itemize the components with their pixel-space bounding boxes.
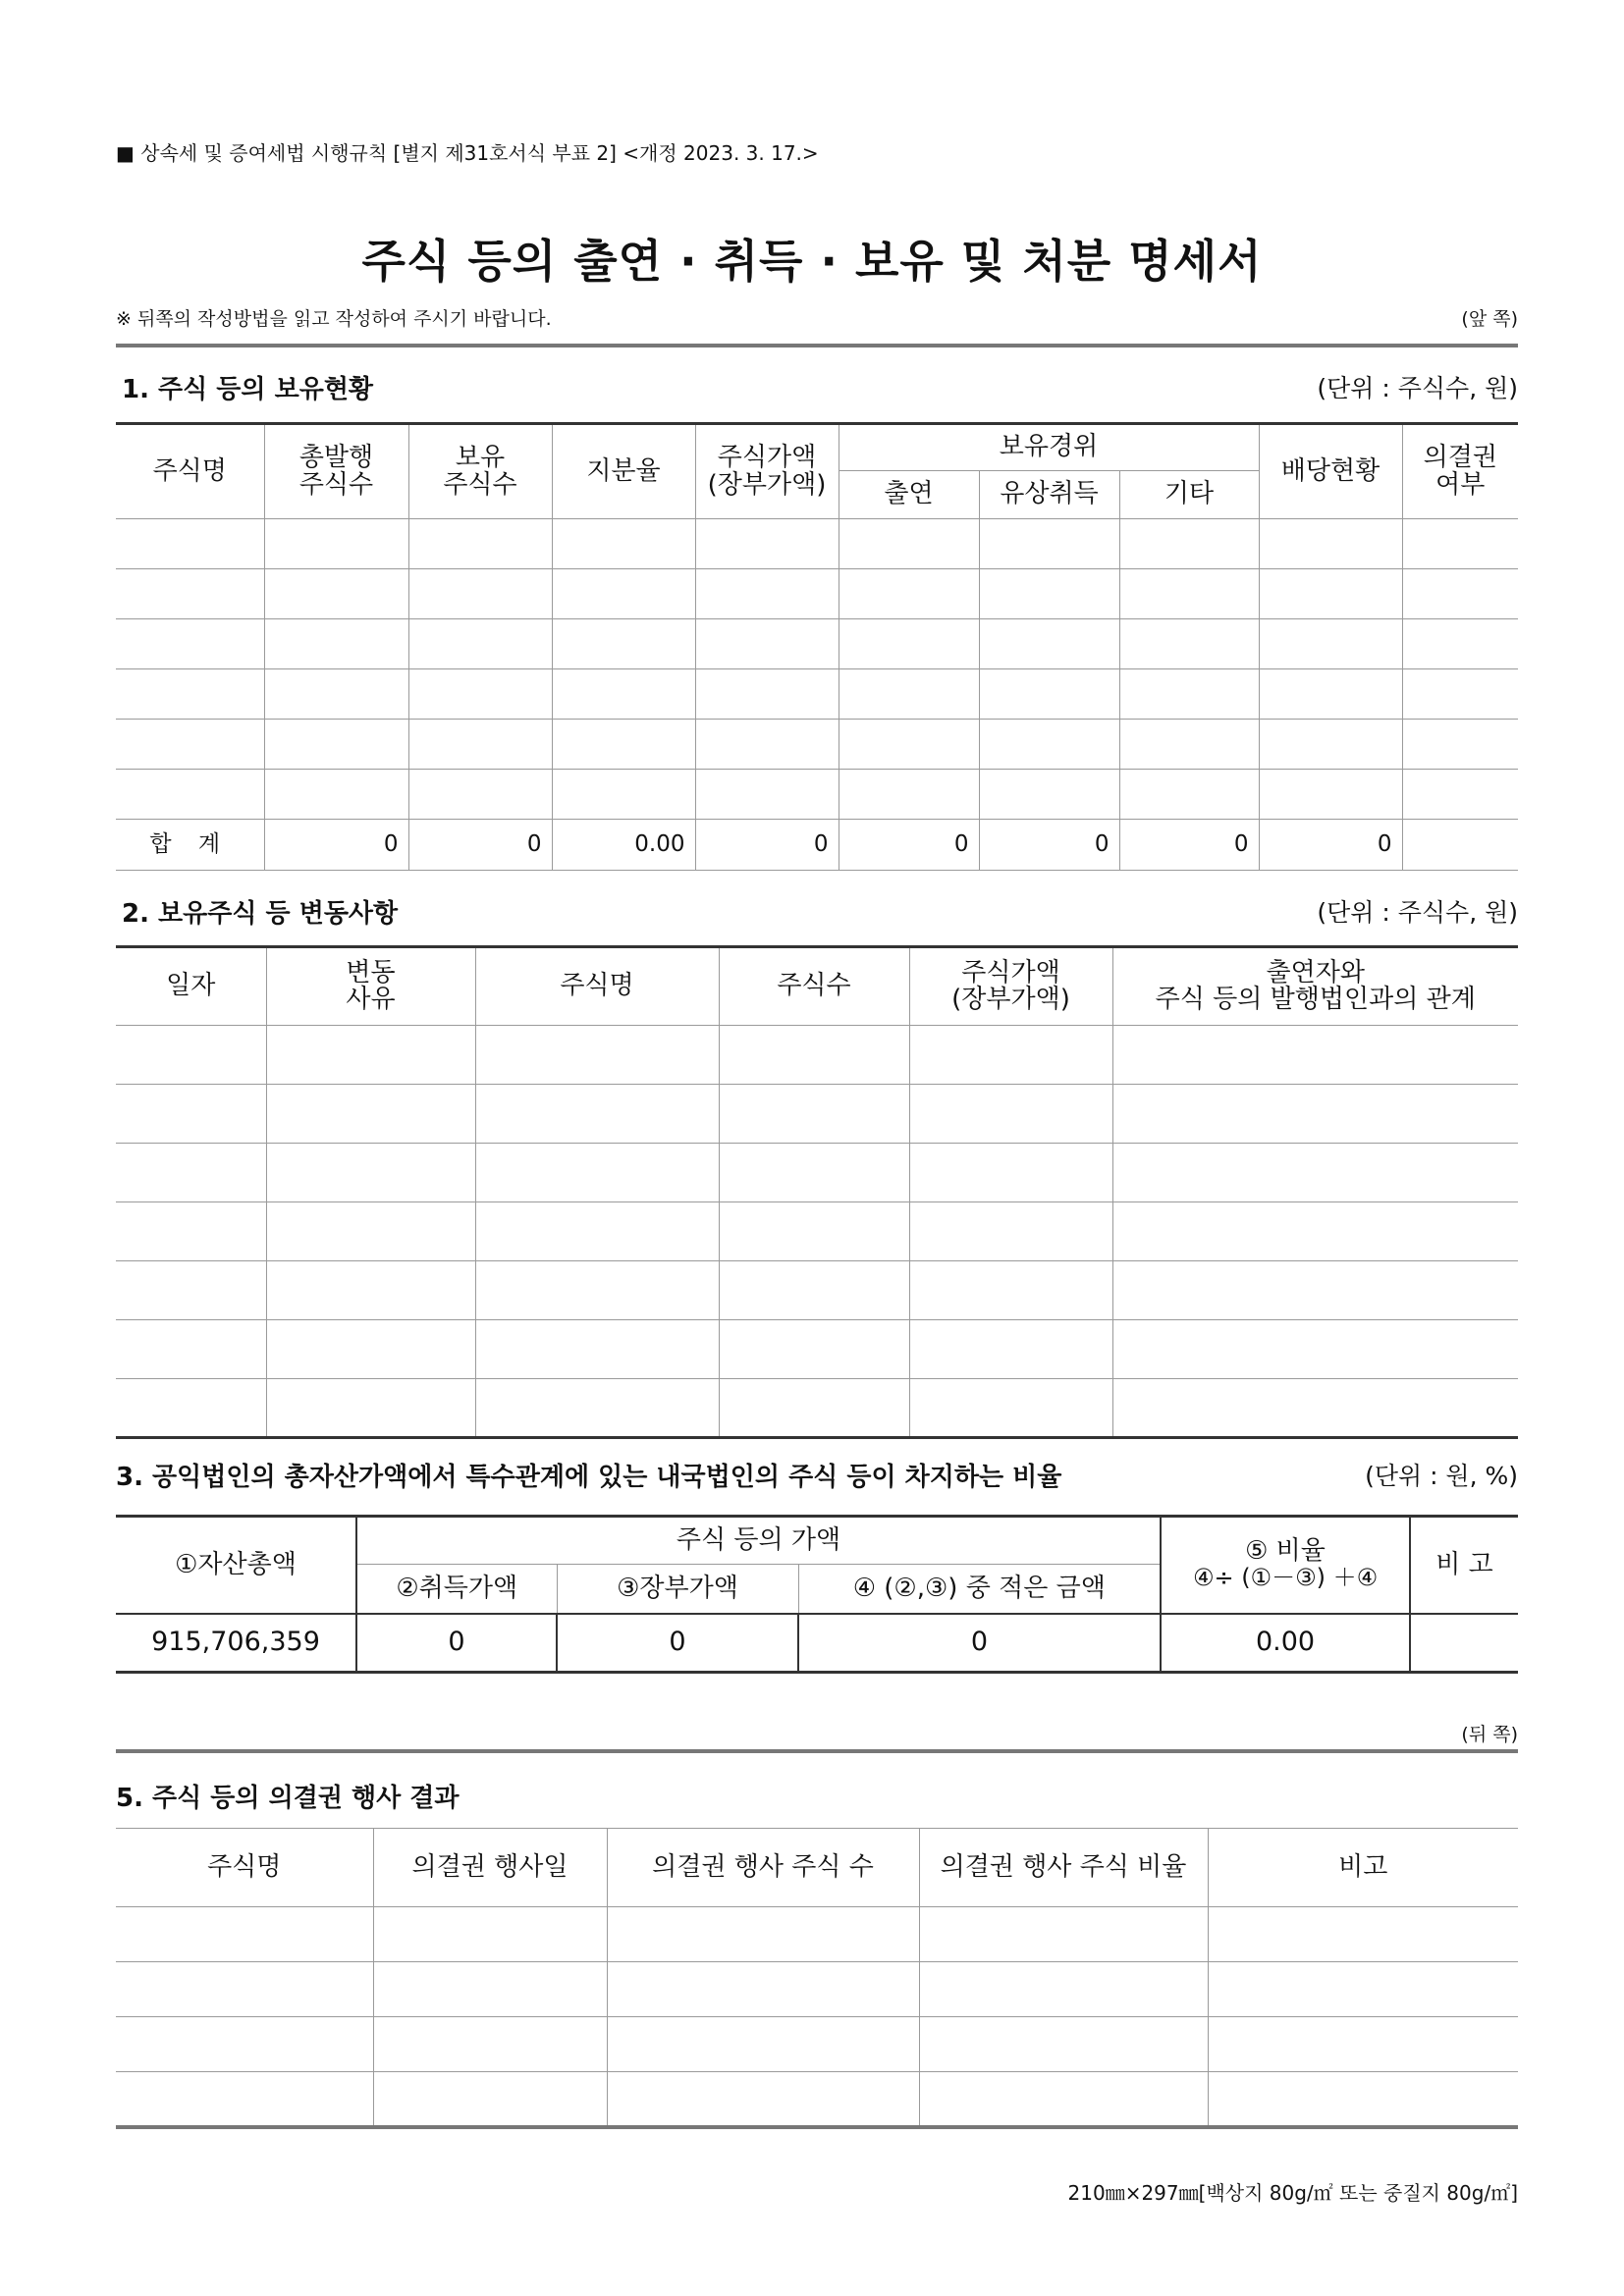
- header-date: 일자: [116, 947, 266, 1026]
- back-side-label: (뒤 쪽): [1461, 1724, 1518, 1745]
- section3-unit: (단위 : 원, %): [1365, 1462, 1518, 1490]
- acquisition-value: 0: [356, 1614, 557, 1673]
- form-reference: ■ 상속세 및 증여세법 시행규칙 [별지 제31호서식 부표 2] <개정 2023. 3. 17.>: [116, 141, 819, 165]
- table-row: [116, 669, 1518, 720]
- header-stock-value: 주식가액 (장부가액): [909, 947, 1112, 1026]
- header-acquisition-value: ②취득가액: [356, 1565, 557, 1614]
- header-stock-value-group: 주식 등의 가액: [356, 1517, 1161, 1565]
- other-sum: 0: [1119, 820, 1259, 871]
- header-dividend: 배당현황: [1259, 424, 1402, 519]
- header-stock-value: 주식가액 (장부가액): [695, 424, 839, 519]
- header-paid-acquisition: 유상취득: [979, 471, 1119, 519]
- table-row: [116, 1202, 1518, 1261]
- dividend-sum: 0: [1259, 820, 1402, 871]
- paper-spec-footer: 210㎜×297㎜[백상지 80g/㎡ 또는 중질지 80g/㎡]: [1067, 2181, 1518, 2205]
- table-row: [116, 619, 1518, 669]
- page-title: 주식 등의 출연 · 취득 · 보유 및 처분 명세서: [361, 235, 1263, 288]
- header-voting-right: 의결권 여부: [1402, 424, 1518, 519]
- ratio-table: [116, 1515, 1518, 1674]
- table-row: [116, 1261, 1518, 1320]
- front-side-label: (앞 쪽): [1461, 308, 1518, 330]
- totals-row: [116, 820, 1518, 871]
- remarks-value[interactable]: [1410, 1614, 1518, 1673]
- table-row: [116, 1379, 1518, 1438]
- section1-title: 1. 주식 등의 보유현황: [122, 375, 374, 404]
- book-value: 0: [557, 1614, 798, 1673]
- header-exercise-shares: 의결권 행사 주식 수: [607, 1829, 919, 1907]
- total-assets-value: 915,706,359: [116, 1614, 356, 1673]
- header-holding-path: 보유경위: [839, 424, 1259, 471]
- table-row: [116, 770, 1518, 820]
- changes-table: [116, 945, 1518, 1439]
- header-total-assets: ①자산총액: [116, 1517, 356, 1614]
- header-book-value: ③장부가액: [557, 1565, 798, 1614]
- table-row: [116, 569, 1518, 619]
- header-ratio: ⑤ 비율 ④÷ (①－③) ＋④: [1161, 1517, 1410, 1614]
- table-row: [116, 720, 1518, 770]
- header-lesser-amount: ④ (②,③) 중 적은 금액: [798, 1565, 1161, 1614]
- header-stock-name: 주식명: [116, 424, 264, 519]
- section3-title: 3. 공익법인의 총자산가액에서 특수관계에 있는 내국법인의 주식 등이 차지하는 비율: [116, 1463, 1062, 1492]
- header-other: 기타: [1119, 471, 1259, 519]
- paid-acquisition-sum: 0: [979, 820, 1119, 871]
- table-row: [116, 1320, 1518, 1379]
- section5-title: 5. 주식 등의 의결권 행사 결과: [116, 1784, 460, 1813]
- header-remarks: 비 고: [1410, 1517, 1518, 1614]
- contribution-sum: 0: [839, 820, 979, 871]
- header-relation: 출연자와 주식 등의 발행법인과의 관계: [1112, 947, 1518, 1026]
- header-total-issued: 총발행 주식수: [264, 424, 408, 519]
- header-stock-name: 주식명: [475, 947, 719, 1026]
- header-exercise-date: 의결권 행사일: [373, 1829, 607, 1907]
- share-ratio-sum: 0.00: [552, 820, 695, 871]
- header-share-ratio: 지분율: [552, 424, 695, 519]
- header-shares: 주식수: [719, 947, 909, 1026]
- totals-label: 합 계: [116, 820, 264, 871]
- header-exercise-ratio: 의결권 행사 주식 비율: [919, 1829, 1208, 1907]
- ratio-value: 0.00: [1161, 1614, 1410, 1673]
- table-row: [116, 1085, 1518, 1144]
- table-row: [116, 519, 1518, 569]
- table-row: [116, 1907, 1518, 1962]
- header-held-shares: 보유 주식수: [408, 424, 552, 519]
- header-stock-name: 주식명: [116, 1829, 373, 1907]
- header-contribution: 출연: [839, 471, 979, 519]
- stock-value-sum: 0: [695, 820, 839, 871]
- section1-unit: (단위 : 주식수, 원): [1317, 374, 1518, 402]
- table-row: [116, 1144, 1518, 1202]
- top-divider: [116, 344, 1518, 347]
- instruction-note: ※ 뒤쪽의 작성방법을 읽고 작성하여 주시기 바랍니다.: [116, 308, 552, 330]
- header-change-reason: 변동 사유: [266, 947, 475, 1026]
- voting-sum: [1402, 820, 1518, 871]
- lesser-amount-value: 0: [798, 1614, 1161, 1673]
- table-row: [116, 1962, 1518, 2017]
- voting-results-table: [116, 1828, 1518, 2129]
- table-row: [116, 1026, 1518, 1085]
- table-row: [116, 2017, 1518, 2072]
- total-issued-sum: 0: [264, 820, 408, 871]
- section2-unit: (단위 : 주식수, 원): [1317, 898, 1518, 927]
- back-divider: [116, 1749, 1518, 1753]
- ratio-values-row: [116, 1614, 1518, 1673]
- table-row: [116, 2072, 1518, 2127]
- held-shares-sum: 0: [408, 820, 552, 871]
- header-remarks: 비고: [1208, 1829, 1518, 1907]
- section2-title: 2. 보유주식 등 변동사항: [122, 899, 399, 929]
- holdings-table: [116, 422, 1518, 871]
